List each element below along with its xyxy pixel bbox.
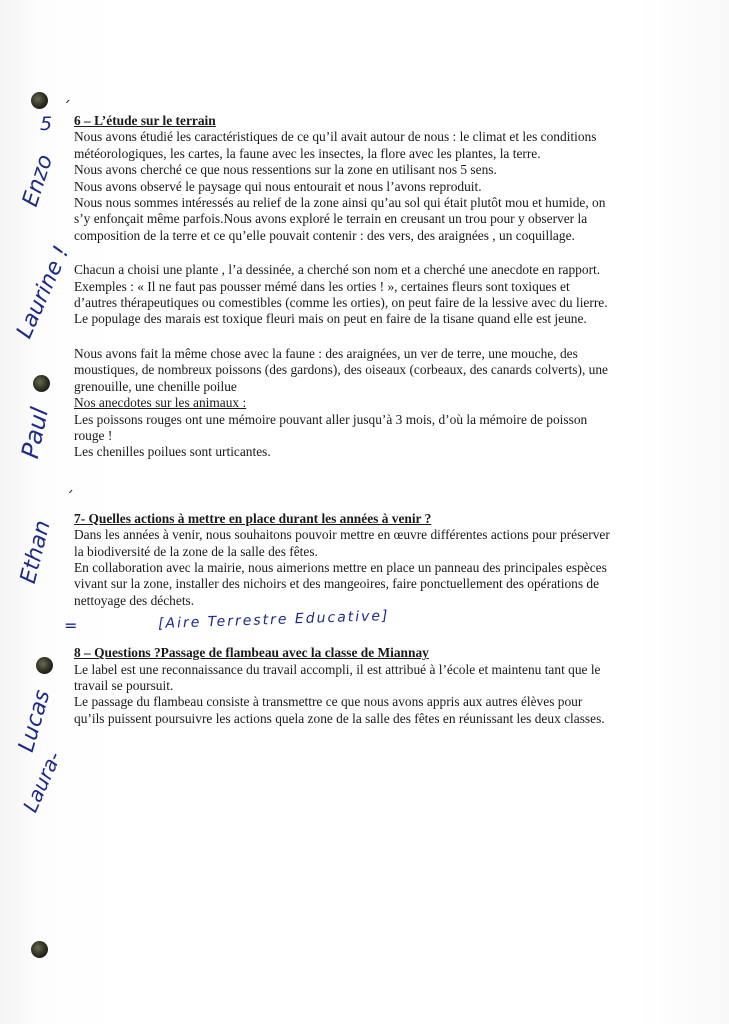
text-line: Dans les années à venir, nous souhaitons pouvoir mettre en œuvre différentes actions pour préserver <box>74 527 610 543</box>
punch-hole-icon <box>36 657 53 674</box>
text-line: Chacun a choisi une plante , l’a dessinée, a cherché son nom et a cherché une anecdote en rapport. <box>74 262 601 278</box>
handwritten-tick: ´ <box>66 488 74 507</box>
text-line: Nous avons fait la même chose avec la faune : des araignées, un ver de terre, une mouche, des <box>74 345 578 361</box>
text-line: En collaboration avec la mairie, nous aimerions mettre en place un panneau des principales espèces <box>74 559 607 575</box>
text-line: moustiques, de nombreux poissons (des gardons), des oiseaux (corbeaux, des canards colverts), une <box>74 362 609 378</box>
text-line: s’y enfonçait même parfois.Nous avons exploré le terrain en creusant un trou pour y observer la <box>74 211 588 227</box>
text-line: Nous nous sommes intéressés au relief de la zone ainsi qu’au sol qui était plutôt mou et humide, on <box>74 195 606 211</box>
text-line: vivant sur la zone, installer des nichoirs et des mangeoires, faire ponctuellement des opérations de <box>74 576 600 592</box>
handwritten-name-enzo: Enzo <box>18 151 59 210</box>
handwritten-annotation: [Aire Terrestre Educative] <box>157 607 390 633</box>
text-line: Les poissons rouges ont une mémoire pouvant aller jusqu’à 3 mois, d’où la mémoire de poisson <box>74 411 588 427</box>
section-7-title: 7- Quelles actions à mettre en place durant les années à venir ? <box>74 510 432 526</box>
text-line: d’autres thérapeutiques ou comestibles (comme les orties), on peut faire de la lessive avec du lierre. <box>74 295 608 311</box>
text-line: qu’ils puissent poursuivre les actions quela zone de la salle des fêtes en réunissant les deux classes. <box>74 710 605 726</box>
section-6-title: 6 – L’étude sur le terrain <box>74 113 216 128</box>
text-line: météorologiques, les cartes, la faune avec les insectes, la flore avec les plantes, la terre. <box>74 145 541 161</box>
document-body <box>74 113 674 727</box>
punch-hole-icon <box>33 375 50 392</box>
handwritten-page-number: 5 <box>40 113 53 135</box>
text-line: Le passage du flambeau consiste à transmettre ce que nous avons appris aux autres élèves pour <box>74 694 583 710</box>
section-8-title: 8 – Questions ?Passage de flambeau avec la classe de Miannay <box>74 645 429 661</box>
text-line: composition de la terre et ce qu’elle pouvait contenir : des vers, des araignées , un coquillage. <box>74 227 575 243</box>
text-line: Exemples : « Il ne faut pas pousser mémé dans les orties ! », certaines fleurs sont toxiques et <box>74 278 570 294</box>
handwritten-name-paul: Paul <box>16 405 55 461</box>
handwritten-equals-mark: = <box>64 616 78 635</box>
text-line: rouge ! <box>74 427 113 443</box>
text-line: Nous avons cherché ce que nous ressentions sur la zone en utilisant nos 5 sens. <box>74 162 497 178</box>
handwritten-name-laura: Laura- <box>18 747 66 816</box>
handwritten-tick: ´ <box>63 98 71 117</box>
handwritten-name-ethan: Ethan <box>16 517 56 587</box>
text-line: Le label est une reconnaissance du travail accompli, il est attribué à l’école et maintenu tant que le <box>74 661 601 677</box>
punch-hole-icon <box>31 941 48 958</box>
text-line: Le populage des marais est toxique fleuri mais on peut en faire de la tisane quand elle est jeune. <box>74 311 587 327</box>
handwritten-name-laurine: Laurine ! <box>12 242 75 343</box>
text-line: Nous avons étudié les caractéristiques de ce qu’il avait autour de nous : le climat et les conditions <box>74 129 597 145</box>
handwritten-name-lucas: Lucas <box>14 687 56 755</box>
text-line: Les chenilles poilues sont urticantes. <box>74 444 271 460</box>
text-line: la biodiversité de la zone de la salle des fêtes. <box>74 543 318 559</box>
text-line: nettoyage des déchets. <box>74 592 195 608</box>
text-line: grenouille, une chenille poilue <box>74 378 237 394</box>
anecdotes-subtitle: Nos anecdotes sur les animaux : <box>74 395 247 411</box>
text-line: Nous avons observé le paysage qui nous entourait et nous l’avons reproduit. <box>74 178 482 194</box>
punch-hole-icon <box>31 92 48 109</box>
text-line: travail se poursuit. <box>74 677 174 693</box>
